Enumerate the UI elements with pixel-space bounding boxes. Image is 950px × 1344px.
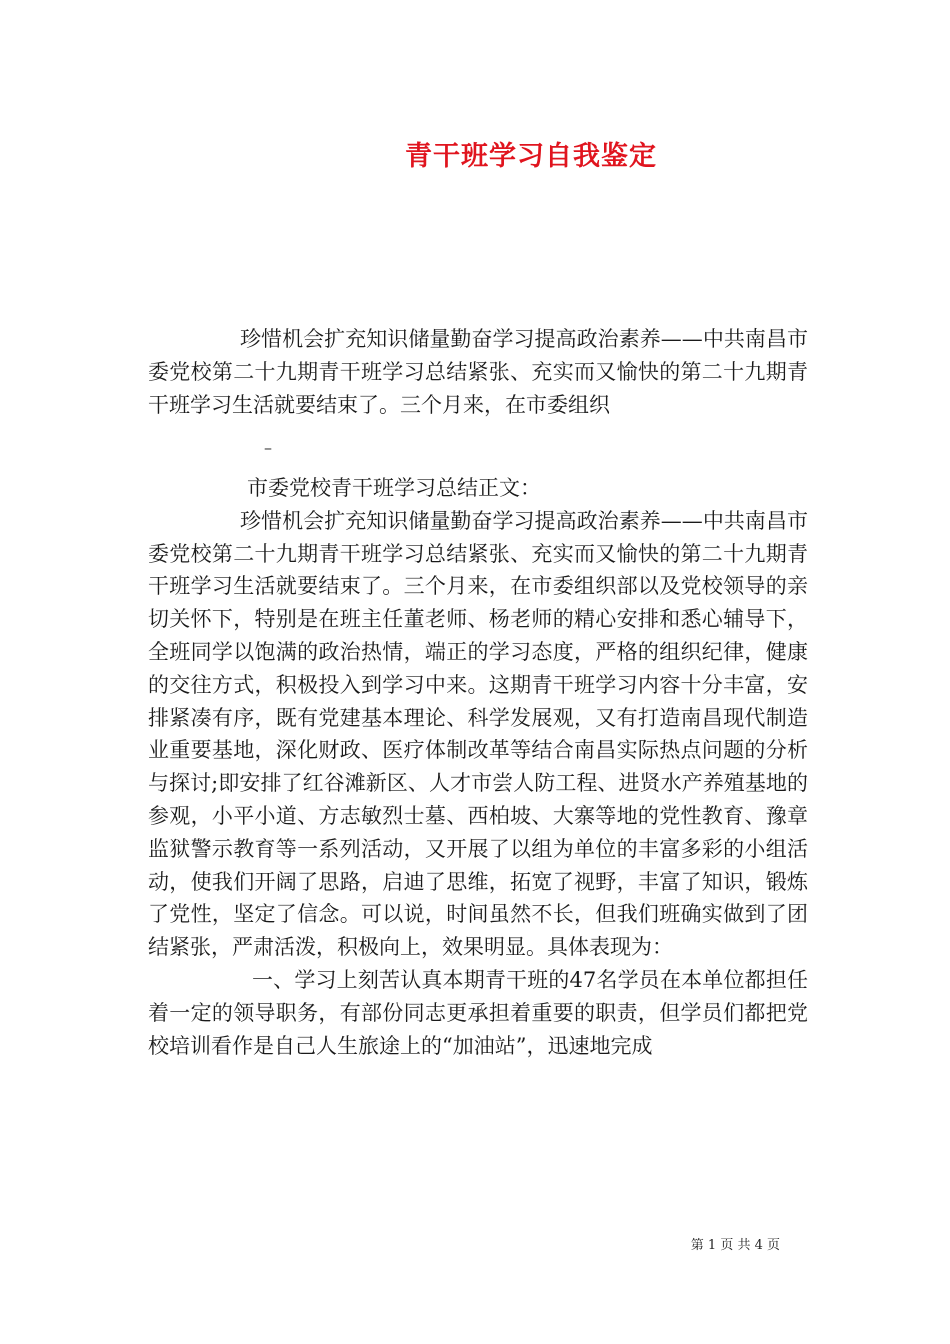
separator-mark: – xyxy=(264,438,272,457)
heading-line: 市委党校青干班学习总结正文： xyxy=(247,476,541,500)
body-paragraph-2: 一、学习上刻苦认真本期青干班的47名学员在本单位都担任着一定的领导职务，有部份同志更承担着重要的职责，但学员们都把党校培训看作是自己人生旅途上的“加油站”，迅速地完成 xyxy=(148,967,808,1058)
page-indicator: 第 1 页 共 4 页 xyxy=(690,1238,780,1253)
main-body xyxy=(148,472,808,1062)
intro-paragraph: 珍惜机会扩充知识储量勤奋学习提高政治素养——中共南昌市委党校第二十九期青干班学习总结紧张、充实而又愉快的第二十九期青干班学习生活就要结束了。三个月来，在市委组织 xyxy=(148,327,808,417)
intro-block xyxy=(148,323,808,421)
document-title: 青干班学习自我鉴定 xyxy=(405,141,657,172)
body-paragraph-1: 珍惜机会扩充知识储量勤奋学习提高政治素养——中共南昌市委党校第二十九期青干班学习总结紧张、充实而又愉快的第二十九期青干班学习生活就要结束了。三个月来，在市委组织部以及党校领导的亲切关怀下，特别是在班主任董老师、杨老师的精心安排和悉心辅导下，全班同学以饱满的政治热情，端正的学习态度，严格的组织纪律，健康的交往方式，积极投入到学习中来。这期青干班学习内容十分丰富，安排紧凑有序，既有党建基本理论、科学发展观，又有打造南昌现代制造业重要基地，深化财政、医疗体制改革等结合南昌实际热点问题的分析与探讨;即安排了红谷滩新区、人才市尝人防工程、进贤水产养殖基地的参观，小平小道、方志敏烈士墓、西柏坡、大寨等地的党性教育、豫章监狱警示教育等一系列活动，又开展了以组为单位的丰富多彩的小组活动，使我们开阔了思路，启迪了思维，拓宽了视野，丰富了知识，锻炼了党性，坚定了信念。可以说，时间虽然不长，但我们班确实做到了团结紧张，严肃活泼，积极向上，效果明显。具体表现为： xyxy=(148,508,808,960)
